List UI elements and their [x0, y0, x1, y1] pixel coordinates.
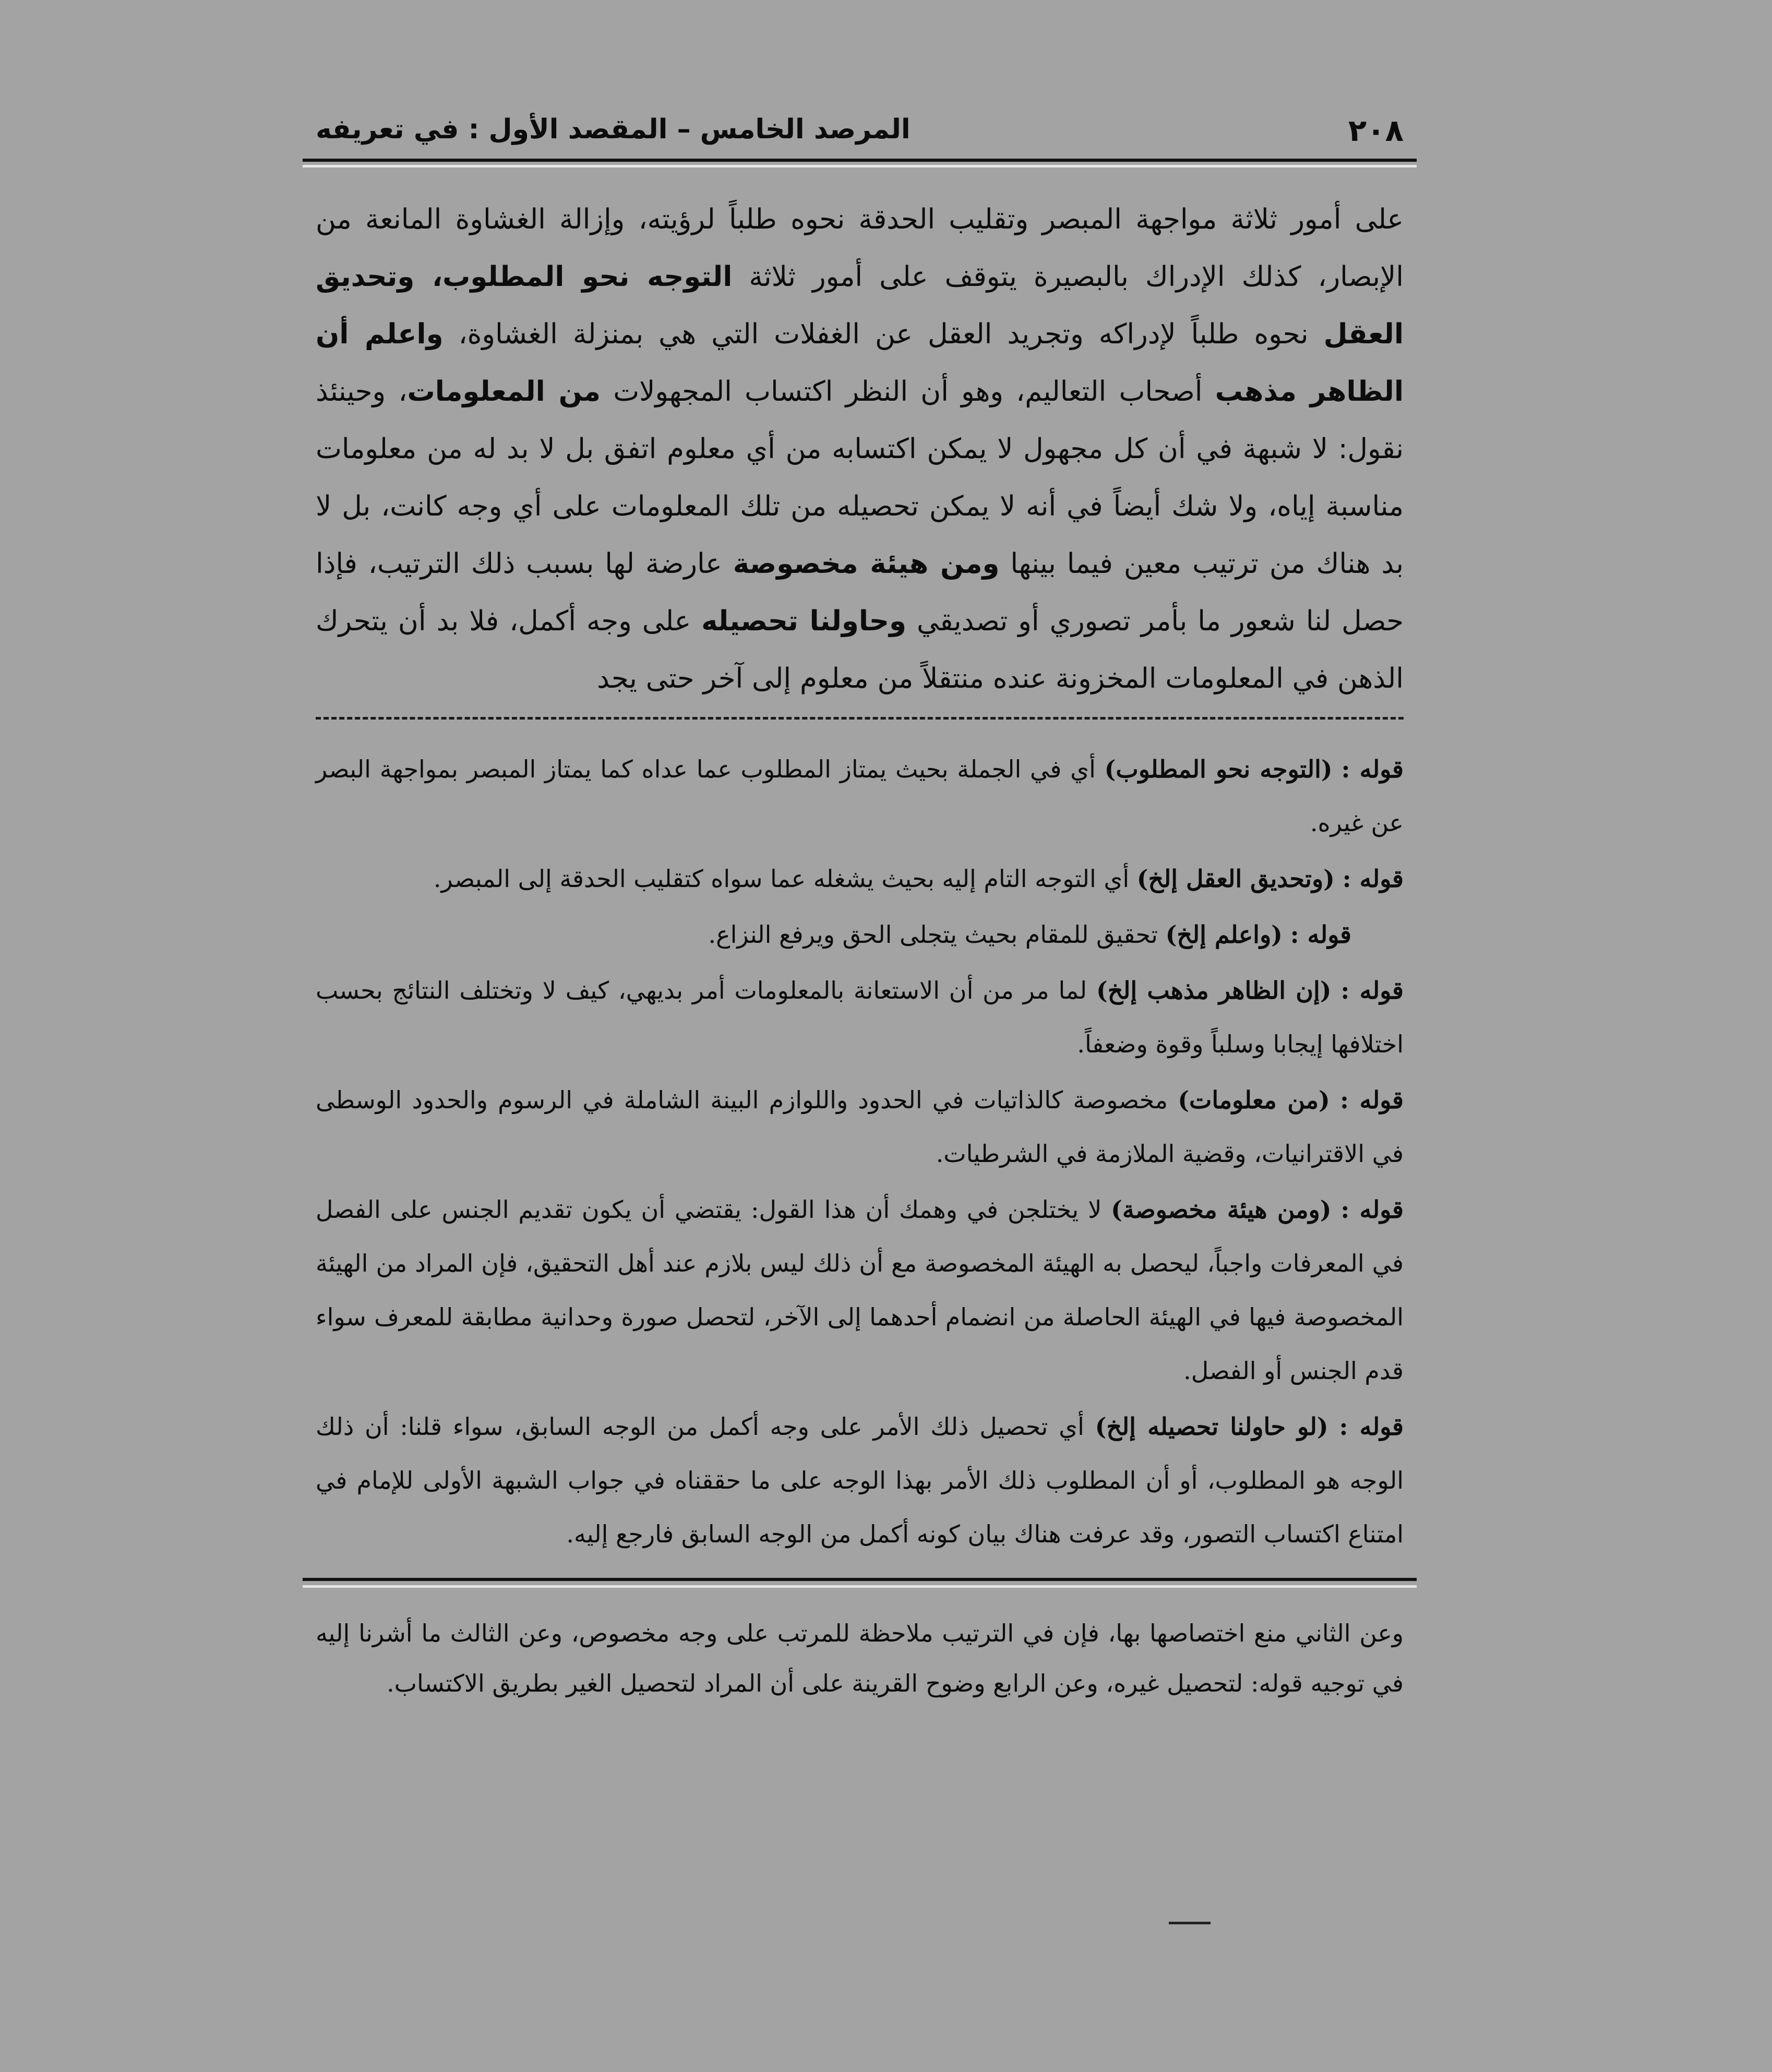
note-qawl: قوله : — [1290, 920, 1351, 949]
page-end-mark — [1169, 1922, 1211, 1924]
main-text — [316, 191, 1404, 708]
page-number: ٢٠٨ — [1348, 113, 1404, 148]
note-item — [316, 852, 1404, 906]
note-lemma: (لو حاولنا تحصيله إلخ) — [1095, 1412, 1328, 1441]
note-qawl: قوله : — [1341, 755, 1404, 783]
note-item — [316, 1073, 1404, 1181]
note-lemma: (واعلم إلخ) — [1165, 920, 1283, 949]
main-bold-segment: ومن هيئة مخصوصة — [733, 548, 1000, 580]
note-qawl: قوله : — [1340, 1195, 1404, 1224]
dashed-separator — [316, 717, 1404, 720]
main-bold-segment: من المعلومات — [407, 376, 601, 408]
note-qawl: قوله : — [1340, 1086, 1404, 1114]
note-lemma: (التوجه نحو المطلوب) — [1104, 755, 1333, 783]
main-text-segment: عارضة لها بسبب ذلك الترتيب، فإذا حصل لنا شعور ما بأمر تصوري أو تصديقي — [316, 548, 1404, 637]
note-qawl: قوله : — [1342, 865, 1404, 893]
note-lemma: (إن الظاهر مذهب إلخ) — [1096, 976, 1332, 1004]
note-text: أي التوجه التام إليه بحيث يشغله عما سواه كتقليب الحدقة إلى المبصر. — [433, 865, 1137, 893]
note-item — [316, 1400, 1404, 1561]
header-rule — [303, 157, 1417, 170]
note-lemma: (من معلومات) — [1178, 1086, 1330, 1114]
main-text-segment: نحوه طلباً لإدراكه وتجريد العقل عن الغفلات التي هي بمنزلة الغشاوة، — [443, 318, 1324, 350]
main-text-segment: على وجه أكمل، فلا بد أن يتحرك الذهن في المعلومات المخزونة عنده منتقلاً من معلوم إلى آخر حتى يجد — [316, 605, 1404, 694]
note-text: تحقيق للمقام بحيث يتجلى الحق ويرفع النزاع. — [708, 920, 1166, 949]
main-text-segment: ، وحينئذ نقول: لا شبهة في أن كل مجهول لا يمكن اكتسابه من أي معلوم اتفق بل لا بد له من معلومات مناسبة إياه، ولا شك أيضاً في أنه لا يمكن تحصيله من تلك المعلومات على أي وجه كانت، بل لا بد هناك من ترتيب معين فيما بينها — [316, 376, 1404, 580]
note-text: أي تحصيل ذلك الأمر على وجه أكمل من الوجه السابق، سواء قلنا: أن ذلك الوجه هو المطلوب، أو أن المطلوب ذلك الأمر بهذا الوجه على ما حققناه في جواب الشبهة الأولى للإمام في امتناع اكتساب التصور، وقد عرفت هناك بيان كونه أكمل من الوجه السابق فارجع إليه. — [316, 1412, 1404, 1548]
note-lemma: (وتحديق العقل إلخ) — [1136, 865, 1335, 893]
running-title: المرصد الخامس – المقصد الأول : في تعريفه — [316, 114, 911, 145]
note-item — [316, 742, 1404, 850]
main-bold-segment: التوجه نحو المطلوب، وتحديق العقل — [316, 261, 1404, 350]
commentary-notes — [316, 742, 1404, 1561]
note-lemma: (ومن هيئة مخصوصة) — [1111, 1195, 1332, 1224]
note-text: لما مر من أن الاستعانة بالمعلومات أمر بديهي، كيف لا وتختلف النتائج بحسب اختلافها إيجابا وسلباً وقوة وضعفاً. — [316, 976, 1404, 1058]
note-qawl: قوله : — [1339, 1412, 1404, 1441]
book-page — [316, 104, 1404, 1708]
main-bold-segment: وحاولنا تحصيله — [701, 605, 906, 637]
note-qawl: قوله : — [1340, 976, 1404, 1004]
note-text: مخصوصة كالذاتيات في الحدود واللوازم البينة الشاملة في الرسوم والحدود الوسطى في الاقترانيات، وقضية الملازمة في الشرطيات. — [316, 1086, 1404, 1168]
main-text-segment: أصحاب التعاليم، وهو أن النظر اكتساب المجهولات — [601, 376, 1215, 408]
note-text: أي في الجملة بحيث يمتاز المطلوب عما عداه كما يمتاز المبصر بمواجهة البصر عن غيره. — [316, 755, 1404, 837]
footer-gloss: وعن الثاني منع اختصاصها بها، فإن في الترتيب ملاحظة للمرتب على وجه مخصوص، وعن الثالث ما أشرنا إليه في توجيه قوله: لتحصيل غيره، وعن الرابع وضوح القرينة على أن المراد لتحصيل الغير بطريق الاكتساب. — [316, 1619, 1404, 1697]
note-item — [316, 1183, 1404, 1398]
main-text-segment: على أمور ثلاثة مواجهة المبصر وتقليب الحدقة نحوه طلباً لرؤيته، وإزالة الغشاوة المانعة من الإبصار، كذلك الإدراك بالبصيرة يتوقف على أمور ثلاثة — [316, 203, 1404, 293]
note-item — [316, 964, 1404, 1071]
note-text: لا يختلجن في وهمك أن هذا القول: يقتضي أن يكون تقديم الجنس على الفصل في المعرفات واجباً، ليحصل به الهيئة المخصوصة مع أن ذلك ليس بلازم عند أهل التحقيق، فإن المراد من الهيئة المخصوصة فيها في الهيئة الحاصلة من انضمام أحدهما إلى الآخر، لتحصل صورة وحدانية مطابقة للمعرف سواء قدم الجنس أو الفصل. — [316, 1195, 1404, 1385]
note-item — [316, 908, 1404, 962]
footer-rule — [303, 1573, 1417, 1594]
page-header — [316, 104, 1404, 157]
main-bold-segment: واعلم أن الظاهر مذهب — [316, 318, 1404, 408]
